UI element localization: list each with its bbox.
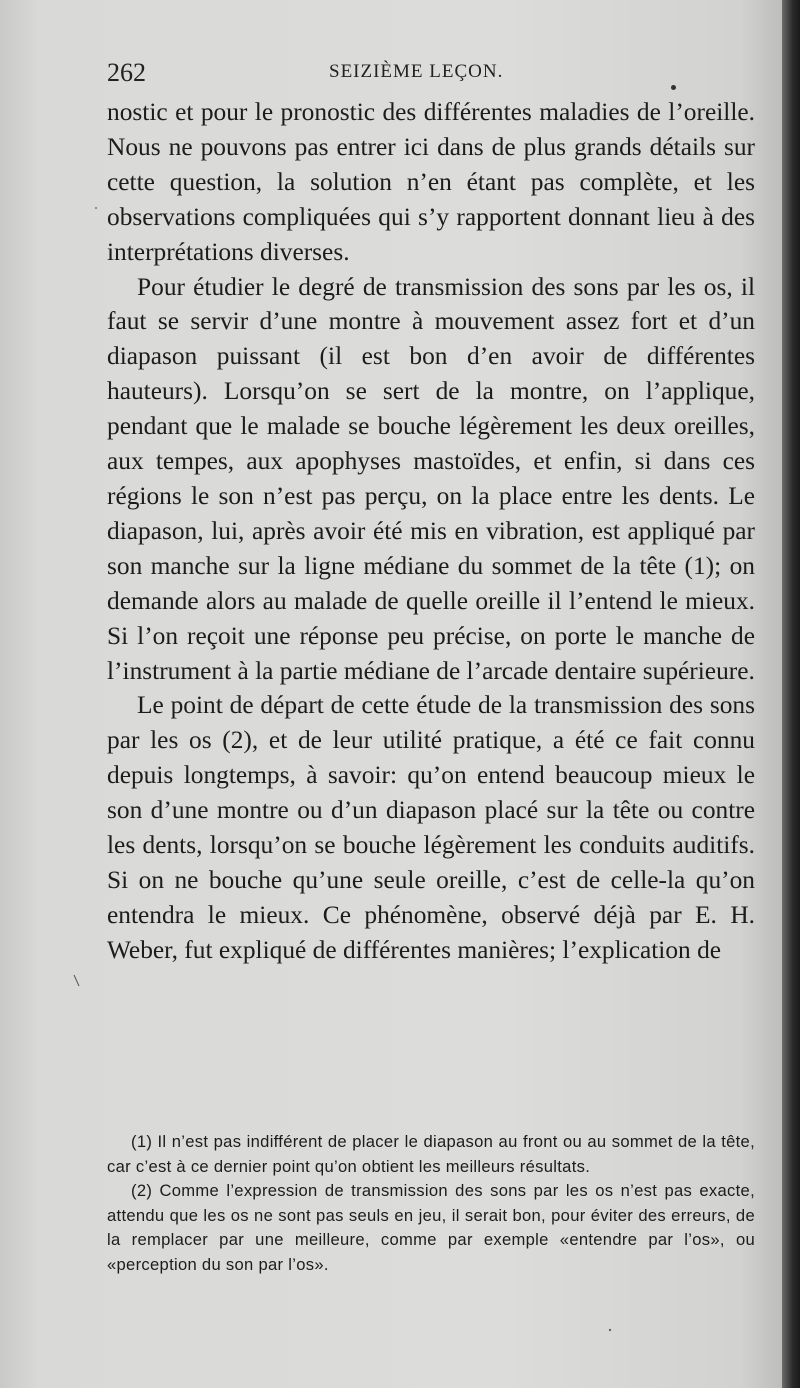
running-head: SEIZIÈME LEÇON. [329, 61, 504, 82]
ink-speck [671, 85, 676, 90]
scan-edge-shadow [782, 0, 800, 1388]
footnotes [107, 1130, 755, 1278]
paragraph: Le point de départ de cette étude de la transmission des sons par les os (2), et de leur utilité pratique, a été ce fait connu depuis longtemps, à savoir: qu’on entend beaucoup mieux le son d’une montre ou d’un diapason placé sur la tête ou contre les dents, lorsqu’on se bouche légèrement les conduits auditifs. Si on ne bouche qu’une seule oreille, c’est de celle-la qu’on entendra le mieux. Ce phénomène, observé déjà par E. H. Weber, fut expliqué de différentes manières; l’explication de [107, 691, 755, 964]
footnote: (2) Comme l’expression de transmission des sons par les os n’est pas exacte, attendu que les os ne sont pas seuls en jeu, il serait bon, pour éviter des erreurs, de la remplacer par une meilleure, comme par exemple «entendre par l’os», ou «perception du son par l’os». [107, 1181, 755, 1274]
scan-mark [74, 975, 79, 986]
page-number: 262 [107, 58, 146, 87]
paragraph-continuation: nostic et pour le pronostic des différentes maladies de l’oreille. Nous ne pouvons pas entrer ici dans de plus grands détails sur cette question, la solution n’en étant pas complète, et les observations compliquées qui s’y rapportent donnant lieu à des interprétations diverses. [107, 98, 755, 266]
main-text [107, 95, 755, 968]
scan-speck [95, 207, 97, 209]
page-header [107, 52, 755, 88]
footnote: (1) Il n’est pas indifférent de placer le diapason au front ou au sommet de la tête, car c’est à ce dernier point qu’on obtient les meilleurs résultats. [107, 1132, 755, 1176]
paragraph: Pour étudier le degré de transmission des sons par les os, il faut se servir d’une montre à mouvement assez fort et d’un diapason puissant (il est bon d’en avoir de différentes hauteurs). Lorsqu’on se sert de la montre, on l’applique, pendant que le malade se bouche légèrement les deux oreilles, aux tempes, aux apophyses mastoïdes, et enfin, si dans ces régions le son n’est pas perçu, on la place entre les dents. Le diapason, lui, après avoir été mis en vibration, est appliqué par son manche sur la ligne médiane du sommet de la tête (1); on demande alors au malade de quelle oreille il l’entend le mieux. Si l’on reçoit une réponse peu précise, on porte le manche de l’instrument à la partie médiane de l’arcade dentaire supérieure. [107, 272, 755, 685]
scan-speck [609, 1329, 611, 1331]
